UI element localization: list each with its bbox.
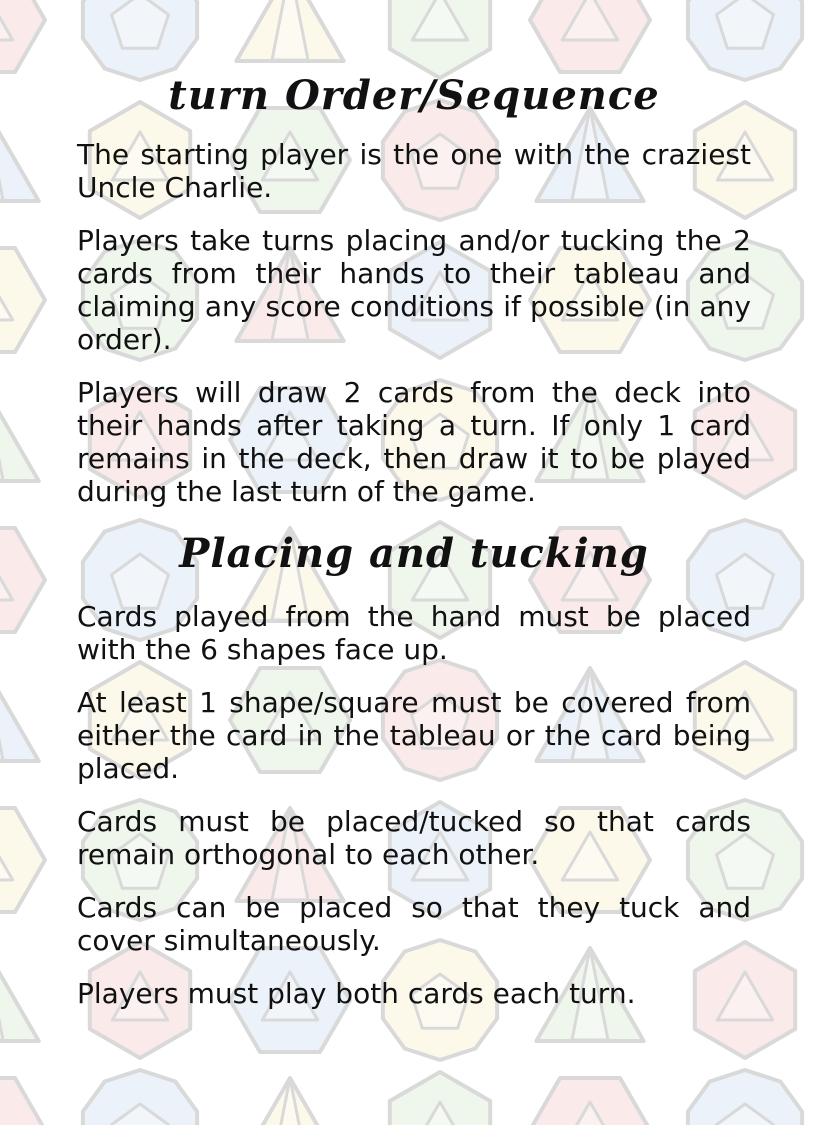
paragraph-play-both: Players must play both cards each turn.: [77, 977, 636, 1010]
paragraph-starting-player: The starting player is the one with the craziest Uncle Charlie.: [77, 138, 751, 204]
dice-d12-icon: [688, 0, 802, 80]
dice-d6-icon: [390, 0, 490, 78]
dice-d12-icon: [83, 1070, 197, 1125]
paragraph-tuck-cover: Cards can be placed so that they tuck and cover simultaneously.: [77, 891, 751, 957]
dice-d12-icon: [688, 1070, 802, 1125]
paragraph-draw-cards: Players will draw 2 cards from the deck into their hands after taking a turn. If only 1 card remains in the deck, then draw it to be played during the last turn of the game.: [77, 376, 751, 508]
dice-d20-icon: [0, 528, 45, 632]
dice-d20-icon: [530, 1078, 650, 1125]
dice-d4-icon: [236, 1078, 343, 1125]
paragraph-orthogonal: Cards must be placed/tucked so that cards remain orthogonal to each other.: [77, 805, 751, 871]
dice-d20-icon: [0, 1078, 45, 1125]
dice-d20-icon: [0, 808, 45, 912]
section-title-placing-tucking: Placing and tucking: [179, 530, 649, 577]
dice-d4-icon: [0, 388, 39, 481]
dice-d12-icon: [83, 0, 197, 80]
paragraph-take-turns: Players take turns placing and/or tucking the 2 cards from their hands to their tableau and claiming any score conditions if possible (in any order).: [77, 224, 751, 356]
rules-page: [77, 70, 751, 1030]
dice-d20-icon: [0, 248, 45, 352]
paragraph-cover-shape: At least 1 shape/square must be covered from either the card in the tableau or the card being placed.: [77, 686, 751, 785]
dice-d6-icon: [390, 1072, 490, 1125]
dice-d20-icon: [530, 0, 650, 72]
dice-d20-icon: [0, 0, 45, 72]
paragraph-face-up: Cards played from the hand must be placed with the 6 shapes face up.: [77, 600, 751, 666]
dice-d4-icon: [0, 668, 39, 761]
dice-d4-icon: [236, 0, 343, 61]
dice-d4-icon: [0, 948, 39, 1041]
section-title-turn-order: turn Order/Sequence: [168, 72, 660, 119]
dice-d4-icon: [0, 108, 39, 201]
